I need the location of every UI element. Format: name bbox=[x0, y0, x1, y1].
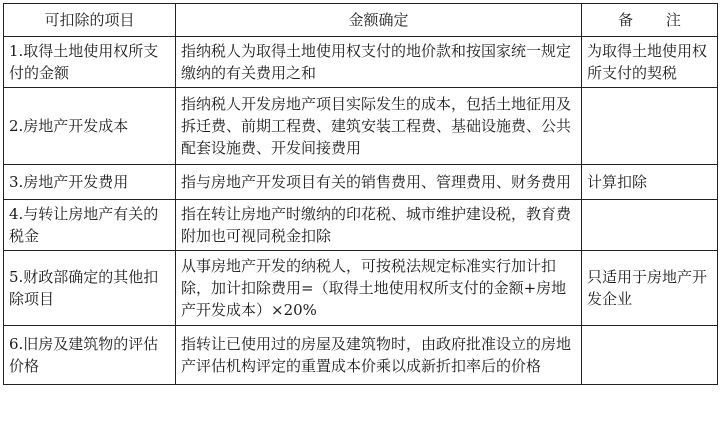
table-row bbox=[4, 200, 718, 251]
row-amount: 指纳税人开发房地产项目实际发生的成本，包括土地征用及拆迁费、前期工程费、建筑安装工程费、基础设施费、公共配套设施费、开发间接费用 bbox=[176, 88, 582, 165]
table-row bbox=[4, 165, 718, 200]
row-remark: 只适用于房地产开发企业 bbox=[582, 251, 718, 326]
row-item: 5.财政部确定的其他扣除项目 bbox=[4, 251, 176, 326]
row-item: 2.房地产开发成本 bbox=[4, 88, 176, 165]
header-remark: 备 注 bbox=[582, 4, 718, 37]
row-amount: 指纳税人为取得土地使用权支付的地价款和按国家统一规定缴纳的有关费用之和 bbox=[176, 37, 582, 88]
row-item: 1.取得土地使用权所支付的金额 bbox=[4, 37, 176, 88]
row-remark: 计算扣除 bbox=[582, 165, 718, 200]
header-item: 可扣除的项目 bbox=[4, 4, 176, 37]
header-row bbox=[4, 4, 718, 37]
row-amount: 指与房地产开发项目有关的销售费用、管理费用、财务费用 bbox=[176, 165, 582, 200]
row-remark bbox=[582, 88, 718, 165]
row-item: 4.与转让房地产有关的税金 bbox=[4, 200, 176, 251]
row-item: 6.旧房及建筑物的评估价格 bbox=[4, 326, 176, 385]
table-row bbox=[4, 251, 718, 326]
table-row bbox=[4, 88, 718, 165]
row-amount: 指在转让房地产时缴纳的印花税、城市维护建设税，教育费附加也可视同税金扣除 bbox=[176, 200, 582, 251]
row-remark bbox=[582, 326, 718, 385]
header-amount: 金额确定 bbox=[176, 4, 582, 37]
row-amount: 指转让已使用过的房屋及建筑物时，由政府批准设立的房地产评估机构评定的重置成本价乘以成新折扣率后的价格 bbox=[176, 326, 582, 385]
row-remark: 为取得土地使用权所支付的契税 bbox=[582, 37, 718, 88]
table-row bbox=[4, 37, 718, 88]
table-row bbox=[4, 326, 718, 385]
row-amount: 从事房地产开发的纳税人，可按税法规定标准实行加计扣除，加计扣除费用=（取得土地使用权所支付的金额+房地产开发成本）×20% bbox=[176, 251, 582, 326]
deduction-items-table bbox=[3, 3, 718, 385]
row-item: 3.房地产开发费用 bbox=[4, 165, 176, 200]
row-remark bbox=[582, 200, 718, 251]
